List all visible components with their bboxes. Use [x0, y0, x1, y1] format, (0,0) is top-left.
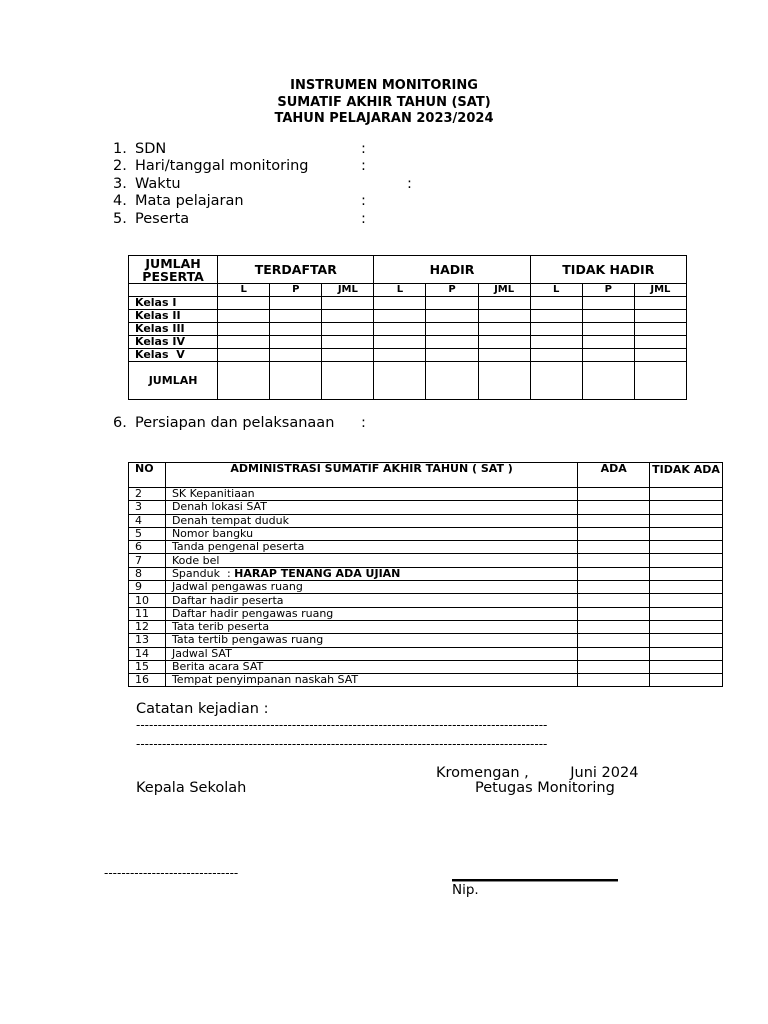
row-item [165, 541, 577, 554]
table-row [129, 297, 687, 310]
cell[interactable] [478, 297, 530, 310]
row-number: 11 [129, 607, 166, 620]
tidak-ada-cell[interactable] [650, 594, 723, 607]
ada-cell[interactable] [578, 620, 650, 633]
tidak-ada-cell[interactable] [650, 620, 723, 633]
table-row [129, 527, 723, 540]
table-row [129, 594, 723, 607]
row-item-text: Jadwal pengawas ruang [171, 580, 303, 594]
cell[interactable] [478, 336, 530, 349]
row-item [165, 581, 577, 594]
info-number: 5. [113, 211, 127, 227]
section-number: 6. [113, 415, 127, 431]
cell[interactable] [218, 323, 270, 336]
row-item-text: Jadwal SAT [171, 646, 232, 660]
total-label: JUMLAH [129, 362, 218, 400]
cell[interactable] [374, 310, 426, 323]
group-header-present: HADIR [374, 256, 530, 284]
cell[interactable] [322, 349, 374, 362]
row-item-text: Tanda pengenal peserta [171, 540, 305, 554]
cell[interactable] [374, 336, 426, 349]
nip-label: Nip. [452, 882, 479, 898]
ada-cell[interactable] [578, 634, 650, 647]
cell[interactable] [218, 310, 270, 323]
tidak-ada-cell[interactable] [650, 514, 723, 527]
row-item [165, 488, 577, 501]
table-row [129, 634, 723, 647]
cell[interactable] [582, 336, 634, 349]
info-number: 4. [113, 193, 127, 209]
cell[interactable] [530, 349, 582, 362]
header-tidak-ada: TIDAK ADA [650, 463, 723, 488]
cell[interactable] [530, 297, 582, 310]
cell[interactable] [634, 349, 686, 362]
class-label: Kelas I [129, 297, 218, 310]
table-row [129, 323, 687, 336]
admin-table [128, 462, 723, 687]
row-item-text: Tata terib peserta [171, 620, 270, 634]
row-item-text: Daftar hadir peserta [171, 593, 284, 607]
table-row [129, 488, 723, 501]
cell[interactable] [582, 323, 634, 336]
cell[interactable] [634, 362, 686, 400]
row-item-text: Kode bel [171, 553, 220, 567]
doc-title-line2: SUMATIF AKHIR TAHUN (SAT) [277, 95, 491, 110]
row-item [165, 554, 577, 567]
ada-cell[interactable] [578, 527, 650, 540]
info-number: 3. [113, 176, 127, 192]
cell[interactable] [634, 310, 686, 323]
cell[interactable] [270, 323, 322, 336]
total-row [129, 362, 687, 400]
doc-title-line3: TAHUN PELAJARAN 2023/2024 [274, 111, 494, 126]
header-ada: ADA [578, 463, 650, 488]
row-item-text: Daftar hadir pengawas ruang [171, 606, 334, 620]
sub-header: JML [478, 284, 530, 297]
cell[interactable] [270, 349, 322, 362]
sub-header: P [582, 284, 634, 297]
cell[interactable] [374, 297, 426, 310]
ada-cell[interactable] [578, 501, 650, 514]
row-item [165, 674, 577, 687]
ada-cell[interactable] [578, 554, 650, 567]
group-header-absent: TIDAK HADIR [530, 256, 686, 284]
ada-cell[interactable] [578, 514, 650, 527]
row-number: 3 [129, 501, 166, 514]
row-number: 9 [129, 581, 166, 594]
table-row [129, 581, 723, 594]
row-number: 15 [129, 660, 166, 673]
row-item [165, 514, 577, 527]
tidak-ada-cell[interactable] [650, 567, 723, 580]
row-number: 6 [129, 541, 166, 554]
tidak-ada-cell[interactable] [650, 660, 723, 673]
row-item [165, 501, 577, 514]
info-colon: : [361, 211, 366, 227]
ada-cell[interactable] [578, 607, 650, 620]
table-subheader-row [129, 284, 687, 297]
ada-cell[interactable] [578, 581, 650, 594]
cell[interactable] [634, 336, 686, 349]
table-row [129, 349, 687, 362]
table-row [129, 310, 687, 323]
cell[interactable] [218, 297, 270, 310]
info-number: 1. [113, 141, 127, 157]
section-colon: : [361, 415, 366, 431]
row-item-text: Denah tempat duduk [171, 513, 289, 527]
table-row [129, 514, 723, 527]
cell[interactable] [374, 323, 426, 336]
cell[interactable] [634, 297, 686, 310]
row-item [165, 567, 577, 580]
ada-cell[interactable] [578, 660, 650, 673]
left-signatory-title: Kepala Sekolah [136, 780, 247, 796]
row-item-text: SK Kepanitiaan [171, 487, 255, 501]
cell[interactable] [478, 349, 530, 362]
cell[interactable] [426, 323, 478, 336]
cell[interactable] [270, 362, 322, 400]
group-header-registered: TERDAFTAR [218, 256, 374, 284]
row-item [165, 620, 577, 633]
cell[interactable] [270, 336, 322, 349]
info-colon: : [407, 176, 412, 192]
tidak-ada-cell[interactable] [650, 501, 723, 514]
cell[interactable] [270, 310, 322, 323]
tidak-ada-cell[interactable] [650, 634, 723, 647]
row-number: 14 [129, 647, 166, 660]
table-row [129, 336, 687, 349]
row-item-text: Tata tertib pengawas ruang [171, 633, 324, 647]
cell[interactable] [478, 323, 530, 336]
sub-header: L [530, 284, 582, 297]
cell[interactable] [582, 362, 634, 400]
cell[interactable] [322, 310, 374, 323]
ada-cell[interactable] [578, 488, 650, 501]
cell[interactable] [426, 297, 478, 310]
info-colon: : [361, 158, 366, 174]
tidak-ada-cell[interactable] [650, 674, 723, 687]
info-number: 2. [113, 158, 127, 174]
row-item [165, 527, 577, 540]
cell[interactable] [634, 323, 686, 336]
table-header-row [129, 256, 687, 284]
table-row [129, 567, 723, 580]
empty-cell [129, 284, 218, 297]
row-number: 8 [129, 567, 166, 580]
tidak-ada-cell[interactable] [650, 541, 723, 554]
cell[interactable] [374, 349, 426, 362]
cell[interactable] [530, 362, 582, 400]
ada-cell[interactable] [578, 594, 650, 607]
row-number: 13 [129, 634, 166, 647]
info-label: Mata pelajaran [135, 193, 244, 209]
tidak-ada-cell[interactable] [650, 607, 723, 620]
cell[interactable] [426, 336, 478, 349]
section-label: Persiapan dan pelaksanaan [135, 415, 335, 431]
sub-header: P [270, 284, 322, 297]
row-item-text: Spanduk : [171, 566, 235, 580]
table-row [129, 554, 723, 567]
table-row [129, 607, 723, 620]
sub-header: JML [634, 284, 686, 297]
info-label: Hari/tanggal monitoring [135, 158, 309, 174]
row-item-emphasis: HARAP TENANG ADA UJIAN [234, 566, 401, 580]
cell[interactable] [478, 362, 530, 400]
ada-cell[interactable] [578, 647, 650, 660]
notes-label: Catatan kejadian : [136, 701, 269, 717]
tidak-ada-cell[interactable] [650, 647, 723, 660]
row-item-text: Berita acara SAT [171, 660, 264, 673]
class-label: Kelas II [129, 310, 218, 323]
sub-header: L [218, 284, 270, 297]
row-item-text: Nomor bangku [171, 527, 254, 541]
cell[interactable] [374, 362, 426, 400]
class-label: Kelas III [129, 323, 218, 336]
cell[interactable] [478, 310, 530, 323]
cell[interactable] [530, 310, 582, 323]
class-label: Kelas V [129, 349, 218, 362]
row-number: 12 [129, 620, 166, 633]
info-colon: : [361, 141, 366, 157]
cell[interactable] [322, 362, 374, 400]
info-label: Waktu [135, 176, 181, 192]
table-row [129, 674, 723, 687]
notes-line: ----------------------------------------------------------------------------------------------- [136, 737, 548, 751]
row-item [165, 607, 577, 620]
notes-line: ----------------------------------------------------------------------------------------------- [136, 718, 548, 732]
participants-table [128, 255, 687, 400]
cell[interactable] [218, 336, 270, 349]
cell[interactable] [270, 297, 322, 310]
row-item [165, 634, 577, 647]
tidak-ada-cell[interactable] [650, 581, 723, 594]
table-row [129, 501, 723, 514]
cell[interactable] [530, 323, 582, 336]
cell[interactable] [218, 349, 270, 362]
row-item-text: Denah lokasi SAT [171, 500, 267, 514]
row-number: 2 [129, 488, 166, 501]
cell[interactable] [582, 310, 634, 323]
row-item [165, 660, 577, 673]
row-number: 4 [129, 514, 166, 527]
row-item [165, 594, 577, 607]
cell[interactable] [530, 336, 582, 349]
cell[interactable] [322, 336, 374, 349]
ada-cell[interactable] [578, 567, 650, 580]
ada-cell[interactable] [578, 541, 650, 554]
header-no: NO [129, 463, 166, 488]
right-signatory-title: Petugas Monitoring [475, 780, 615, 796]
cell[interactable] [426, 310, 478, 323]
table-row [129, 647, 723, 660]
row-number: 7 [129, 554, 166, 567]
tidak-ada-cell[interactable] [650, 527, 723, 540]
header-item: ADMINISTRASI SUMATIF AKHIR TAHUN ( SAT ) [165, 463, 577, 488]
cell[interactable] [426, 362, 478, 400]
sub-header: JML [322, 284, 374, 297]
info-label: Peserta [135, 211, 190, 227]
table-row [129, 660, 723, 673]
ada-cell[interactable] [578, 674, 650, 687]
row-number: 5 [129, 527, 166, 540]
place-date: Kromengan , Juni 2024 [436, 765, 639, 781]
table-row [129, 620, 723, 633]
row-number: 10 [129, 594, 166, 607]
row-item [165, 647, 577, 660]
tidak-ada-cell[interactable] [650, 488, 723, 501]
row-item-text: Tempat penyimpanan naskah SAT [171, 673, 359, 687]
info-label: SDN [135, 141, 167, 157]
doc-title-line1: INSTRUMEN MONITORING [290, 78, 478, 93]
sub-header: P [426, 284, 478, 297]
row-number: 16 [129, 674, 166, 687]
cell[interactable] [322, 297, 374, 310]
sub-header: L [374, 284, 426, 297]
table-header-row [129, 463, 723, 488]
cell[interactable] [582, 297, 634, 310]
cell[interactable] [218, 362, 270, 400]
cell[interactable] [426, 349, 478, 362]
info-colon: : [361, 193, 366, 209]
tidak-ada-cell[interactable] [650, 554, 723, 567]
corner-header: JUMLAH PESERTA [129, 256, 218, 284]
class-label: Kelas IV [129, 336, 218, 349]
cell[interactable] [322, 323, 374, 336]
left-signature-line: ------------------------------- [104, 866, 239, 880]
table-row [129, 541, 723, 554]
cell[interactable] [582, 349, 634, 362]
